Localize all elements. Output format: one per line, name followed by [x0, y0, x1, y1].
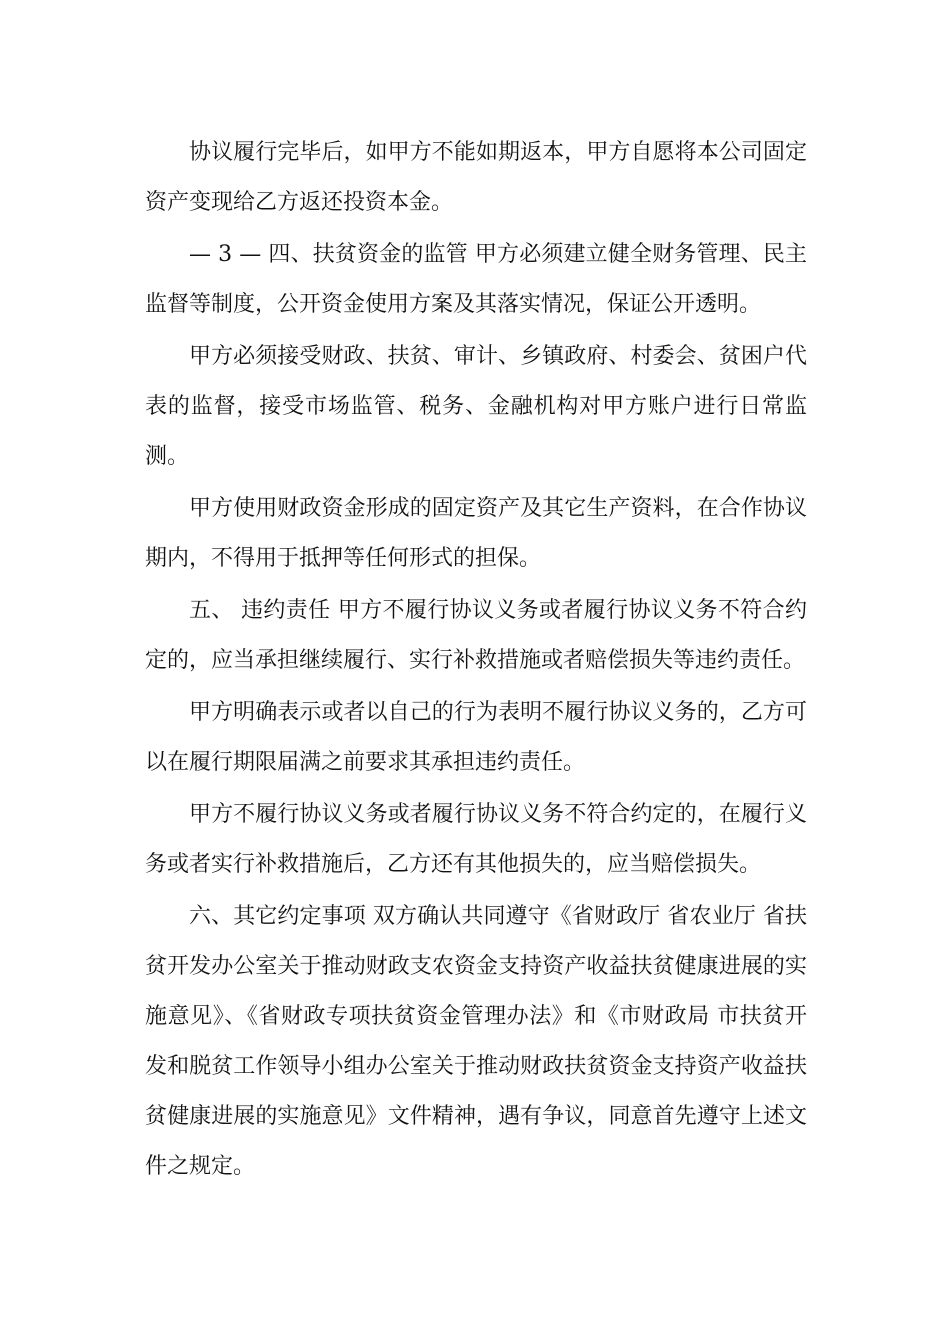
paragraph-repayment: 协议履行完毕后，如甲方不能如期返本，甲方自愿将本公司固定资产变现给乙方返还投资本金。	[145, 140, 807, 215]
paragraph-other-terms: 六、其它约定事项 双方确认共同遵守《省财政厅 省农业厅 省扶贫开发办公室关于推动财政支农资金支持资产收益扶贫健康进展的实施意见》、《省财政专项扶贫资金管理办法》和《市财政局 市扶贫开发和脱贫工作领导小组办公室关于推动财政扶贫资金支持资产收益扶贫健康进展的实施意见》文件精神，遇有争议，同意首先遵守上述文件之规定。	[145, 904, 807, 1179]
paragraph-anticipatory-breach: 甲方明确表示或者以自己的行为表明不履行协议义务的，乙方可以在履行期限届满之前要求其承担违约责任。	[145, 700, 807, 775]
paragraph-asset-use: 甲方使用财政资金形成的固定资产及其它生产资料，在合作协议期内，不得用于抵押等任何形式的担保。	[145, 496, 807, 571]
paragraph-fund-supervision: — 3 — 四、扶贫资金的监管 甲方必须建立健全财务管理、民主监督等制度，公开资金使用方案及其落实情况，保证公开透明。	[145, 242, 807, 317]
paragraph-oversight: 甲方必须接受财政、扶贫、审计、乡镇政府、村委会、贫困户代表的监督，接受市场监管、税务、金融机构对甲方账户进行日常监测。	[145, 344, 807, 469]
paragraph-damages: 甲方不履行协议义务或者履行协议义务不符合约定的，在履行义务或者实行补救措施后，乙方还有其他损失的，应当赔偿损失。	[145, 802, 807, 877]
document-body	[145, 128, 807, 1194]
paragraph-breach-liability: 五、 违约责任 甲方不履行协议义务或者履行协议义务不符合约定的，应当承担继续履行、实行补救措施或者赔偿损失等违约责任。	[145, 598, 807, 673]
